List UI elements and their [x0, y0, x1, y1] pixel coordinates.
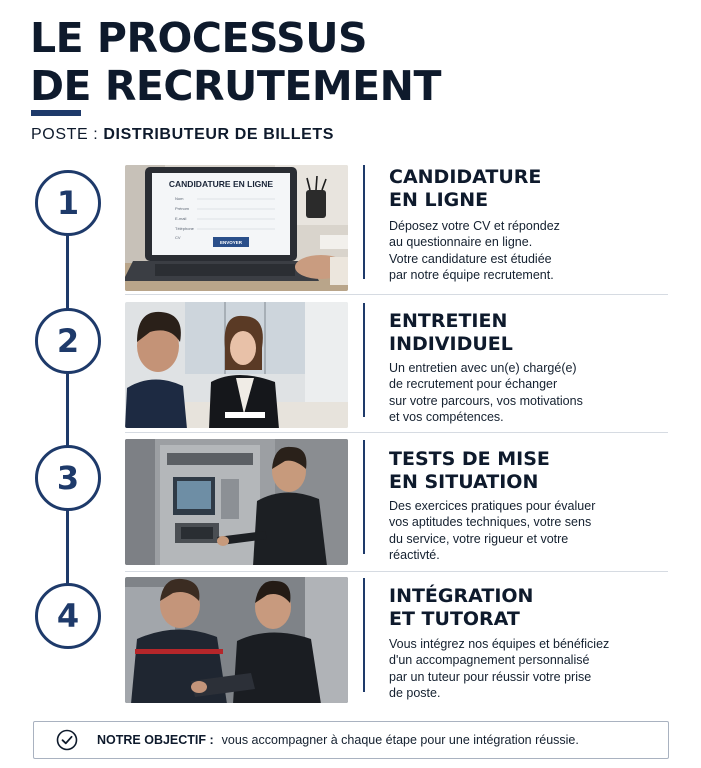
objective-label: NOTRE OBJECTIF :	[97, 733, 214, 747]
step-4-divider	[363, 578, 365, 692]
step-2-photo	[125, 302, 348, 428]
objective-banner	[33, 721, 669, 759]
laptop-screen-heading: CANDIDATURE EN LIGNE	[168, 179, 274, 189]
step-separator	[125, 432, 668, 433]
timeline-line	[66, 200, 69, 620]
step-3-text-line: Des exercices pratiques pour évaluer	[389, 499, 596, 513]
page-title	[30, 14, 590, 110]
title-line-2: DE RECRUTEMENT	[30, 62, 441, 110]
step-1-title-line-1: CANDIDATURE	[389, 166, 542, 188]
check-circle-icon	[56, 729, 78, 751]
title-accent-bar	[31, 110, 81, 116]
step-3-text-line: vos aptitudes techniques, votre sens	[389, 515, 592, 530]
subtitle-prefix: POSTE :	[31, 126, 99, 143]
form-field-label: Nom	[175, 196, 184, 201]
step-1-text-line: par notre équipe recrutement.	[389, 267, 554, 282]
step-1-title	[389, 166, 679, 212]
step-4-title-line-2: ET TUTORAT	[389, 608, 520, 630]
step-1-number: 1	[35, 170, 101, 236]
form-field-label: Prénom	[175, 206, 190, 211]
step-3-photo	[125, 439, 348, 565]
step-4-text-line: de poste.	[389, 685, 441, 700]
step-3-description	[389, 498, 649, 563]
step-4-text-line: par un tuteur pour réussir votre prise	[389, 669, 592, 684]
step-1-text-line: Déposez votre CV et répondez	[389, 219, 560, 233]
step-separator	[125, 294, 668, 295]
step-2-text-line: Un entretien avec un(e) chargé(e)	[389, 361, 577, 375]
step-1-description	[389, 218, 649, 283]
step-2-text-line: sur votre parcours, vos motivations	[389, 393, 583, 408]
step-2-divider	[363, 303, 365, 417]
step-3-title-line-2: EN SITUATION	[389, 471, 539, 493]
job-subtitle	[31, 126, 334, 144]
form-field-label: E-mail	[175, 216, 187, 221]
step-4-title-line-1: INTÉGRATION	[389, 585, 534, 607]
step-1-photo	[125, 165, 348, 291]
step-3-number: 3	[35, 445, 101, 511]
step-2-title-line-2: INDIVIDUEL	[389, 333, 513, 355]
form-field-label: Téléphone	[175, 226, 194, 231]
step-3-text-line: réactivté.	[389, 547, 440, 562]
form-field-label: CV	[175, 235, 181, 240]
step-1-text-line: Votre candidature est étudiée	[389, 251, 552, 266]
step-1-text-line: au questionnaire en ligne.	[389, 235, 533, 250]
step-3-text-line: du service, votre rigueur et votre	[389, 531, 569, 546]
step-2-text-line: de recrutement pour échanger	[389, 377, 558, 392]
step-2-title-line-1: ENTRETIEN	[389, 310, 508, 332]
step-4-text-line: d'un accompagnement personnalisé	[389, 653, 590, 668]
step-2-text-line: et vos compétences.	[389, 409, 504, 424]
laptop-screen-button: ENVOYER	[219, 240, 243, 245]
subtitle-value: DISTRIBUTEUR DE BILLETS	[103, 126, 335, 143]
objective-text: vous accompagner à chaque étape pour une intégration réussie.	[221, 733, 579, 747]
step-separator	[125, 571, 668, 572]
step-3-title	[389, 448, 679, 494]
step-1-divider	[363, 165, 365, 279]
step-2-description	[389, 360, 649, 425]
step-4-photo	[125, 577, 348, 703]
step-4-number: 4	[35, 583, 101, 649]
step-3-title-line-1: TESTS DE MISE	[389, 448, 550, 470]
title-line-1: LE PROCESSUS	[30, 14, 368, 62]
step-3-divider	[363, 440, 365, 554]
step-4-text-line: Vous intégrez nos équipes et bénéficiez	[389, 637, 610, 651]
step-1-title-line-2: EN LIGNE	[389, 189, 489, 211]
step-2-number: 2	[35, 308, 101, 374]
step-2-title	[389, 310, 679, 356]
step-4-title	[389, 585, 679, 631]
step-4-description	[389, 636, 649, 701]
